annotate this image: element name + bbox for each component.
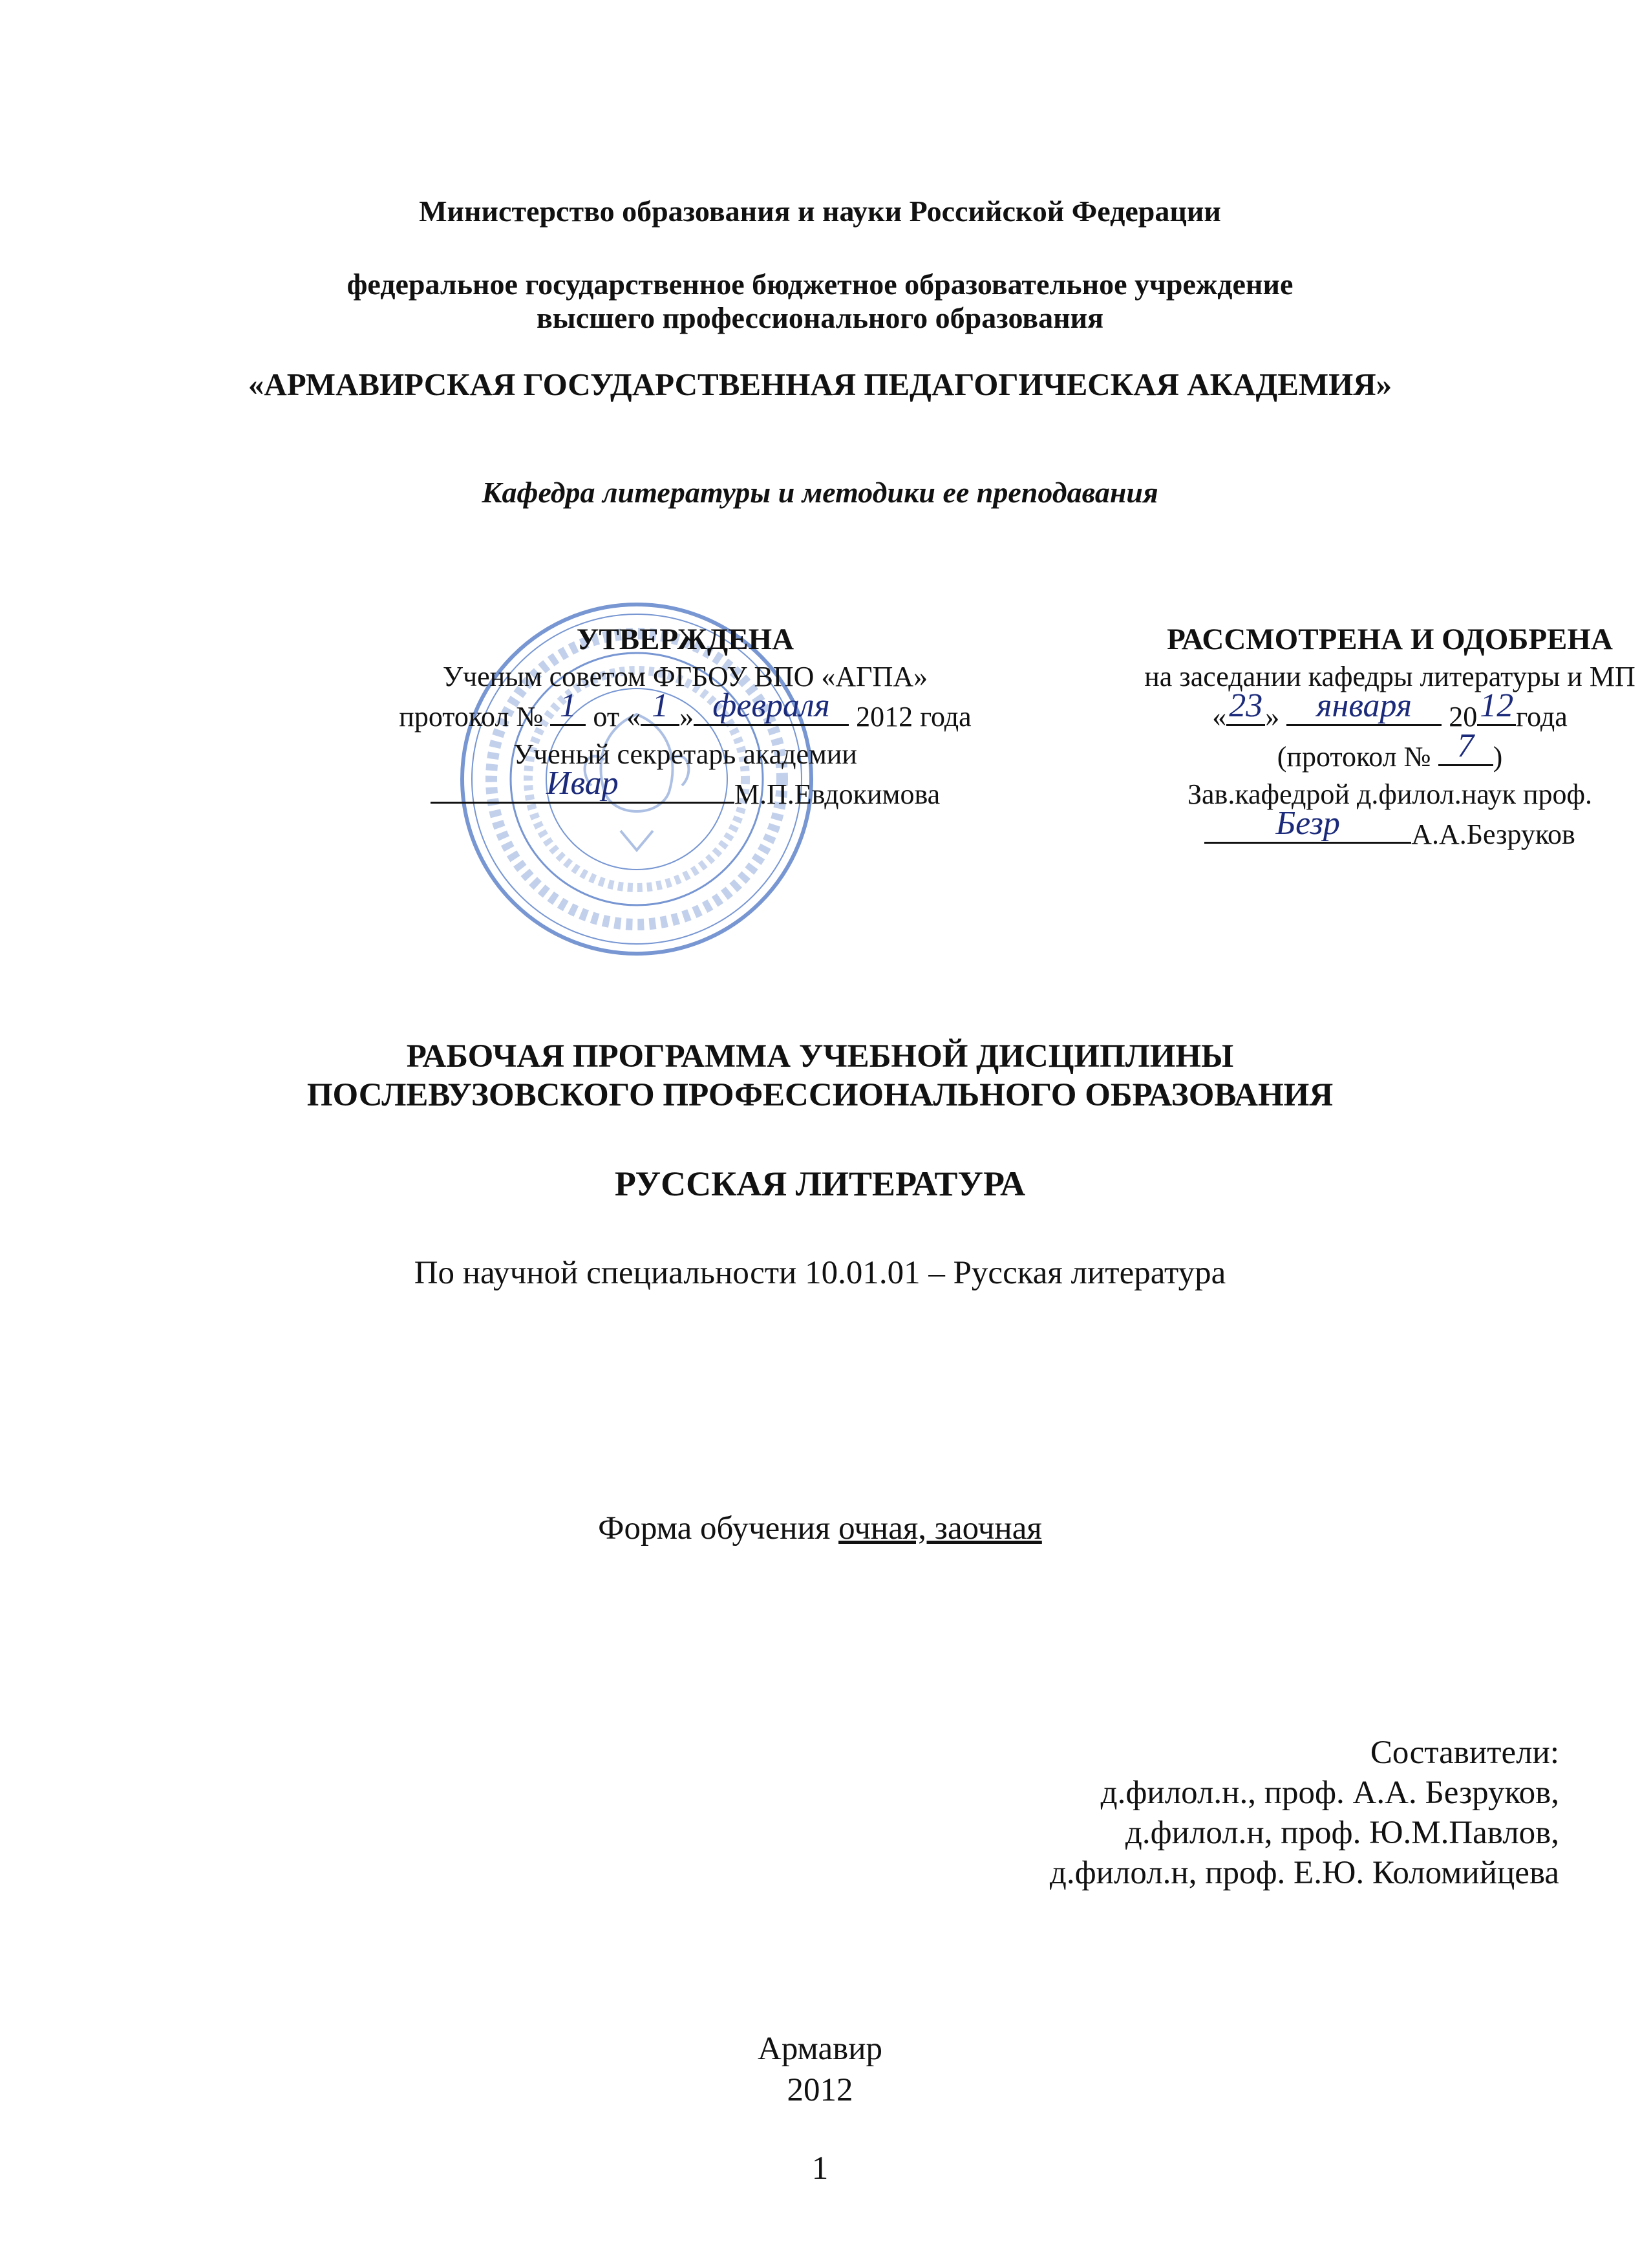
reviewed-block (1092, 621, 1640, 853)
reviewed-protocol-open: (протокол № (1277, 741, 1431, 773)
department-head-name: А.А.Безруков (1411, 818, 1575, 850)
author-item: д.филол.н, проф. Е.Ю. Коломийцева (1049, 1855, 1559, 1891)
reviewed-protocol-close: ) (1493, 741, 1503, 773)
reviewed-year-blank (1477, 687, 1516, 726)
protocol-number-handwritten: 1 (559, 687, 577, 724)
department-head-signature-blank (1204, 805, 1411, 844)
institution-line-2: высшего профессионального образования (536, 301, 1104, 334)
day-handwritten: 1 (652, 687, 669, 724)
reviewed-year-handwritten: 12 (1480, 687, 1514, 724)
institution-line-1: федеральное государственное бюджетное образовательное учреждение (346, 268, 1294, 301)
reviewed-protocol-handwritten: 7 (1457, 727, 1475, 764)
authors-label: Составители: (1370, 1735, 1559, 1771)
study-form-value: очная, заочная (838, 1510, 1042, 1546)
reviewed-meeting: на заседании кафедры литературы и МП (1144, 661, 1635, 692)
reviewed-protocol-line (1092, 727, 1640, 776)
protocol-number-blank (550, 687, 586, 726)
program-title-line-2: ПОСЛЕВУЗОВСКОГО ПРОФЕССИОНАЛЬНОГО ОБРАЗОВАНИЯ (306, 1077, 1334, 1113)
reviewed-date-line (1092, 687, 1640, 736)
ministry-heading: Министерство образования и науки Российской Федерации (419, 195, 1221, 228)
specialty-line: По научной специальности 10.01.01 – Русская литература (414, 1255, 1226, 1291)
study-form-line (0, 1510, 1640, 1547)
secretary-title: Ученый секретарь академии (513, 738, 857, 770)
month-blank (694, 687, 849, 726)
secretary-signature: Ивар (546, 765, 619, 802)
year: 2012 (787, 2072, 853, 2108)
department-head-signature-line (1092, 805, 1640, 853)
secretary-signature-blank (431, 765, 734, 804)
secretary-signature-line (362, 765, 1008, 813)
protocol-label: протокол № (399, 701, 544, 733)
author-item: д.филол.н., проф. А.А. Безруков, (1100, 1775, 1559, 1811)
page-number: 1 (811, 2150, 829, 2187)
reviewed-month-handwritten: января (1316, 687, 1412, 724)
academy-name: «АРМАВИРСКАЯ ГОСУДАРСТВЕННАЯ ПЕДАГОГИЧЕСКАЯ АКАДЕМИЯ» (248, 367, 1392, 402)
from-label: от « (593, 701, 641, 733)
reviewed-title: РАССМОТРЕНА И ОДОБРЕНА (1167, 623, 1613, 656)
program-title-line-1: РАБОЧАЯ ПРОГРАММА УЧЕБНОЙ ДИСЦИПЛИНЫ (406, 1038, 1234, 1075)
author-item: д.филол.н, проф. Ю.М.Павлов, (1125, 1815, 1559, 1851)
reviewed-year-prefix: 20 (1449, 701, 1478, 733)
reviewed-protocol-blank (1438, 727, 1493, 766)
department-head-signature: Безр (1275, 805, 1340, 842)
department-name: Кафедра литературы и методики ее преподавания (482, 476, 1158, 509)
department-head-title: Зав.кафедрой д.филол.наук проф. (1187, 778, 1593, 810)
authors-block (1050, 1733, 1559, 1893)
approved-block (362, 621, 1008, 813)
city: Армавир (758, 2031, 882, 2067)
approved-by: Ученым советом ФГБОУ ВПО «АГПА» (442, 661, 928, 692)
day-blank (641, 687, 679, 726)
subject-title: РУССКАЯ ЛИТЕРАТУРА (614, 1164, 1026, 1203)
secretary-name: М.П.Евдокимова (734, 778, 941, 810)
month-handwritten: февраля (712, 687, 830, 724)
study-form-label: Форма обучения (598, 1510, 839, 1546)
reviewed-day-close: » (1265, 701, 1280, 733)
reviewed-month-blank (1286, 687, 1442, 726)
reviewed-day-handwritten: 23 (1229, 687, 1263, 724)
reviewed-day-blank (1226, 687, 1265, 726)
approved-title: УТВЕРЖДЕНА (576, 623, 794, 656)
approved-protocol-line (362, 687, 1008, 736)
approved-year: 2012 года (856, 701, 972, 733)
reviewed-day-open: « (1212, 701, 1227, 733)
reviewed-year-word: года (1516, 701, 1568, 733)
day-close: » (679, 701, 694, 733)
